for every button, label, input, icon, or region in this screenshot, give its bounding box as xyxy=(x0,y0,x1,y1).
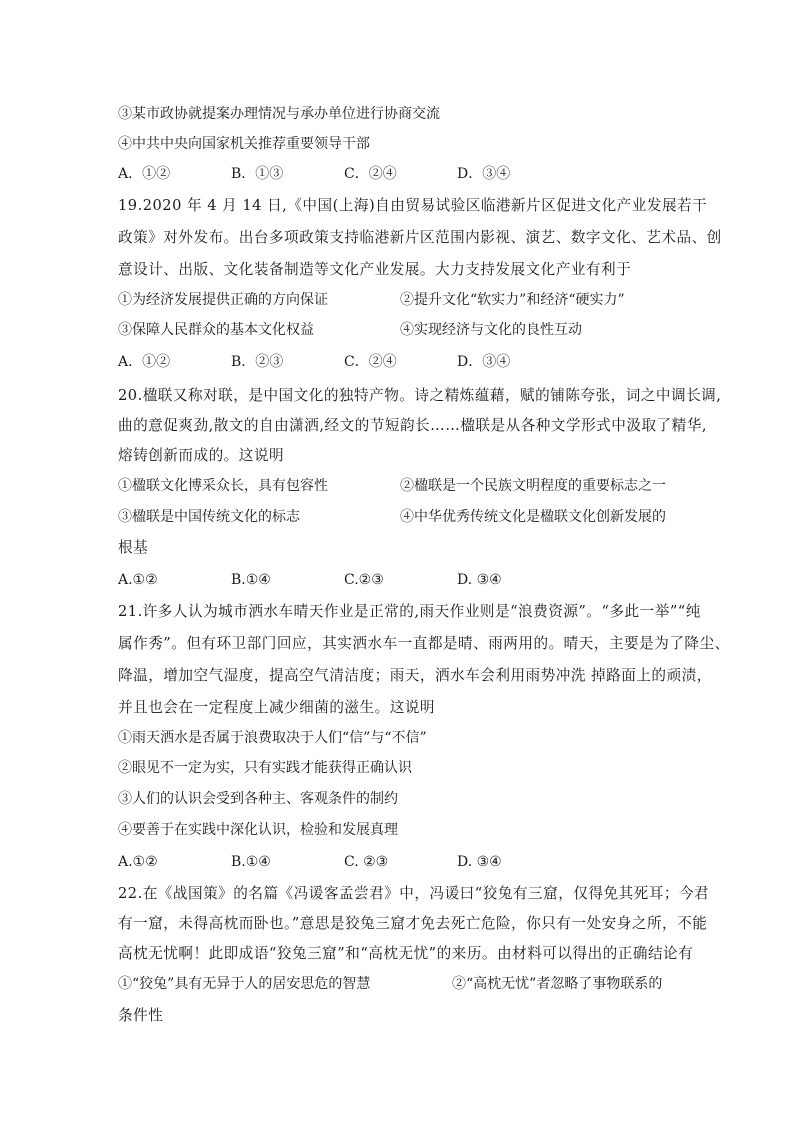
q22-option-1: ①“狡兔”具有无异于人的居安思危的智慧 xyxy=(118,976,371,992)
choice-c: C. ②③ xyxy=(344,854,389,870)
q21-option-2: ②眼见不一定为实，只有实践才能获得正确认识 xyxy=(118,760,412,776)
q21-option-1: ①雨天洒水是否属于浪费取决于人们“信”与“不信” xyxy=(118,730,427,746)
q21-stem-line-2: 属作秀”。但有环卫部门回应，其实洒水车一直都是晴、雨两用的。晴天，主要是为了降尘、 xyxy=(118,635,730,652)
choice-b: B.①④ xyxy=(231,572,271,588)
q20-option-1: ①楹联文化博采众长，具有包容性 xyxy=(118,478,328,494)
prev-choices xyxy=(118,164,558,184)
choice-a: A.①② xyxy=(118,854,158,870)
q21-option-4: ④要善于在实践中深化认识，检验和发展真理 xyxy=(118,822,398,838)
prev-option-4: ④中共中央向国家机关推荐重要领导干部 xyxy=(118,136,370,152)
choice-a: A.①② xyxy=(118,572,158,588)
q22-stem-line-1: 22.在《战国策》的名篇《冯谖客孟尝君》中，冯谖曰“狡兔有三窟，仅得免其死耳；今君 xyxy=(118,885,710,902)
q19-option-3: ③保障人民群众的基本文化权益 xyxy=(118,322,314,338)
choice-c: C．②④ xyxy=(344,166,397,182)
choice-d: D. ③④ xyxy=(457,854,502,870)
choice-b: B．②③ xyxy=(231,354,284,370)
choice-a: A．①② xyxy=(118,354,171,370)
q19-choices xyxy=(118,352,558,372)
q21-stem-line-1: 21.许多人认为城市洒水车晴天作业是正常的,雨天作业则是“浪费资源”。“多此一举”“纯 xyxy=(118,603,701,620)
choice-b: B.①④ xyxy=(231,854,271,870)
q20-choices xyxy=(118,570,558,590)
q20-option-2: ②楹联是一个民族文明程度的重要标志之一 xyxy=(400,478,666,494)
q20-stem-line-1: 20.楹联又称对联，是中国文化的独特产物。诗之精炼蕴藉，赋的铺陈夸张，词之中调长调, xyxy=(118,387,722,404)
q20-stem-line-3: 熔铸创新而成的。这说明 xyxy=(118,447,285,464)
q19-option-2: ②提升文化“软实力”和经济“硬实力” xyxy=(400,292,625,308)
q22-option-2: ②“高枕无忧”者忽略了事物联系的 xyxy=(452,976,663,992)
q19-option-4: ④实现经济与文化的良性互动 xyxy=(400,322,582,338)
q22-stem-line-2: 有一窟，未得高枕而卧也。”意思是狡兔三窟才免去死亡危险，你只有一处安身之所，不能 xyxy=(118,915,708,932)
q20-option-3: ③楹联是中国传统文化的标志 xyxy=(118,509,300,525)
choice-c: C.②③ xyxy=(344,572,384,588)
q19-option-1: ①为经济发展提供正确的方向保证 xyxy=(118,292,328,308)
q20-option-4-continuation: 根基 xyxy=(118,539,149,556)
choice-d: D. ③④ xyxy=(457,572,502,588)
q22-stem-line-3: 高枕无忧啊！此即成语“狡兔三窟”和“高枕无忧”的来历。由材料可以得出的正确结论有 xyxy=(118,945,694,962)
q21-stem-line-4: 并且也会在一定程度上减少细菌的滋生。这说明 xyxy=(118,699,435,716)
q21-choices xyxy=(118,852,558,872)
choice-b: B．①③ xyxy=(231,166,284,182)
q19-stem-line-3: 意设计、出版、文化装备制造等文化产业发展。大力支持发展文化产业有利于 xyxy=(118,261,632,278)
q20-option-4: ④中华优秀传统文化是楹联文化创新发展的 xyxy=(400,509,666,525)
q19-stem-line-2: 政策》对外发布。出台多项政策支持临港新片区范围内影视、演艺、数字文化、艺术品、创 xyxy=(118,229,722,246)
choice-d: D．③④ xyxy=(457,354,511,370)
q22-option-2-continuation: 条件性 xyxy=(118,1007,164,1024)
choice-d: D．③④ xyxy=(457,166,511,182)
prev-option-3: ③某市政协就提案办理情况与承办单位进行协商交流 xyxy=(118,106,440,122)
q20-stem-line-2: 曲的意促爽劲,散文的自由潇洒,经文的节短韵长……楹联是从各种文学形式中汲取了精华, xyxy=(118,417,707,434)
q21-stem-line-3: 降温，增加空气湿度，提高空气清洁度；雨天，洒水车会利用雨势冲洗 掉路面上的顽渍， xyxy=(118,667,712,684)
choice-c: C．②④ xyxy=(344,354,397,370)
choice-a: A．①② xyxy=(118,166,171,182)
q21-option-3: ③人们的认识会受到各种主、客观条件的制约 xyxy=(118,791,398,807)
q19-stem-line-1: 19.2020 年 4 月 14 日,《中国(上海)自由贸易试验区临港新片区促进文化产业发展若干 xyxy=(118,197,708,214)
